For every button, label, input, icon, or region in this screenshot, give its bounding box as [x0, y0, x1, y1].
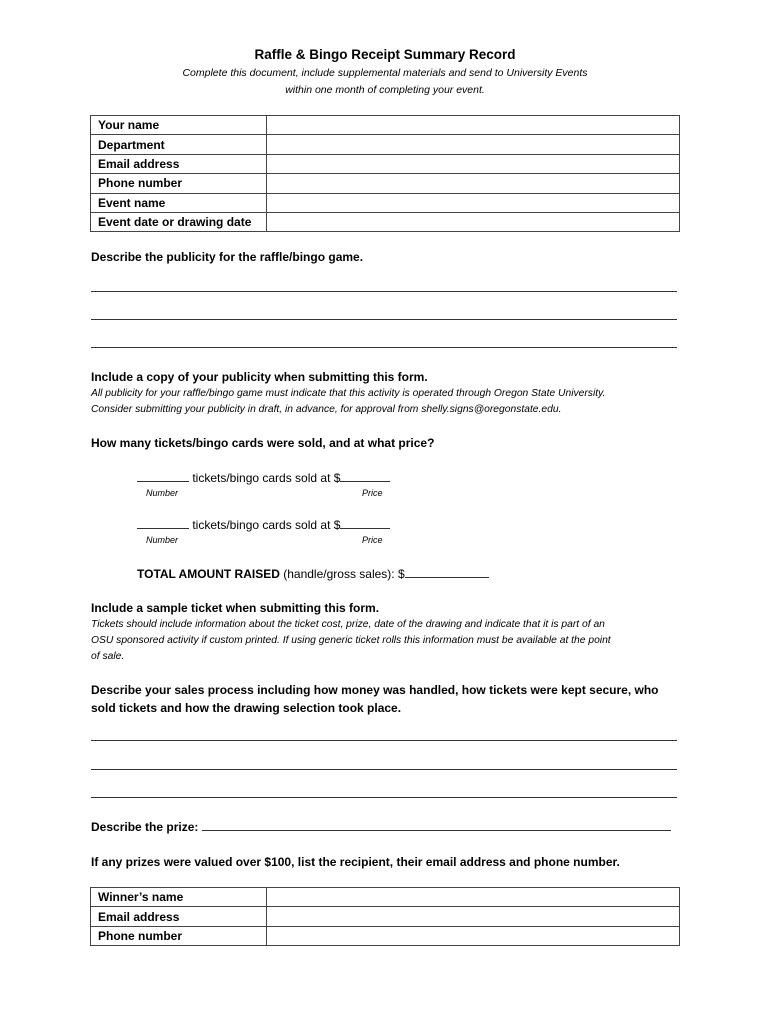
subtitle-line-2: within one month of completing your event.	[285, 84, 485, 96]
label-your-name: Your name	[91, 116, 267, 135]
email-address-field[interactable]	[267, 154, 680, 173]
label-event-name: Event name	[91, 193, 267, 212]
sales-answer-line-3[interactable]	[91, 797, 677, 798]
publicity-note-line-2: Consider submitting your publicity in draft, in advance, for approval from shelly.signs@oregonstate.edu.	[91, 404, 562, 415]
label-department: Department	[91, 135, 267, 154]
sample-note-line-1: Tickets should include information about the ticket cost, prize, date of the drawing and indicate that it is part of an	[91, 619, 605, 630]
total-amount-label: TOTAL AMOUNT RAISED	[137, 567, 280, 581]
winner-name-field[interactable]	[267, 888, 680, 907]
caption-price-2: Price	[362, 535, 383, 545]
sample-note-line-2: OSU sponsored activity if custom printed. If using generic ticket rolls this information must be available at the point	[91, 635, 611, 646]
publicity-answer-line-3[interactable]	[91, 347, 677, 348]
sales-answer-line-2[interactable]	[91, 769, 677, 770]
caption-price-1: Price	[362, 488, 383, 498]
tickets-price-field-1[interactable]	[340, 481, 390, 482]
tickets-row-1	[137, 471, 390, 485]
page-title: Raffle & Bingo Receipt Summary Record	[254, 47, 516, 62]
label-winner-email: Email address	[91, 907, 267, 926]
label-phone-number: Phone number	[91, 174, 267, 193]
label-winner-phone: Phone number	[91, 926, 267, 945]
tickets-row-2-text: tickets/bingo cards sold at $	[192, 518, 341, 532]
sales-answer-line-1[interactable]	[91, 740, 677, 741]
label-winner-name: Winner’s name	[91, 888, 267, 907]
prize-field[interactable]	[202, 830, 671, 831]
winner-email-field[interactable]	[267, 907, 680, 926]
sample-note-line-3: of sale.	[91, 651, 125, 662]
prize-label: Describe the prize:	[91, 820, 199, 834]
tickets-row-2	[137, 518, 390, 532]
department-field[interactable]	[267, 135, 680, 154]
winner-info-table	[90, 887, 680, 946]
total-amount-field[interactable]	[405, 577, 489, 578]
winner-phone-field[interactable]	[267, 926, 680, 945]
label-email-address: Email address	[91, 154, 267, 173]
publicity-question: Describe the publicity for the raffle/bingo game.	[91, 250, 364, 264]
tickets-question: How many tickets/bingo cards were sold, and at what price?	[91, 436, 435, 450]
caption-number-2: Number	[146, 535, 179, 545]
event-date-field[interactable]	[267, 212, 680, 231]
publicity-answer-line-1[interactable]	[91, 291, 677, 292]
tickets-number-field-1[interactable]	[137, 481, 189, 482]
contact-info-table	[90, 115, 680, 232]
publicity-note-line-1: All publicity for your raffle/bingo game must indicate that this activity is operated through Oregon State University.	[91, 388, 606, 399]
tickets-number-field-2[interactable]	[137, 528, 189, 529]
total-amount-suffix: (handle/gross sales): $	[283, 567, 405, 581]
sales-question-line-2: sold tickets and how the drawing selection took place.	[91, 701, 402, 715]
subtitle-line-1: Complete this document, include supplemental materials and send to University Events	[182, 67, 588, 79]
tickets-row-1-text: tickets/bingo cards sold at $	[192, 471, 341, 485]
caption-number-1: Number	[146, 488, 179, 498]
sample-ticket-heading: Include a sample ticket when submitting this form.	[91, 601, 380, 615]
phone-number-field[interactable]	[267, 174, 680, 193]
label-event-date: Event date or drawing date	[91, 212, 267, 231]
event-name-field[interactable]	[267, 193, 680, 212]
tickets-price-field-2[interactable]	[340, 528, 390, 529]
prize-over-100-instruction: If any prizes were valued over $100, list the recipient, their email address and phone number.	[91, 855, 620, 869]
prize-row	[91, 820, 671, 834]
sales-question-line-1: Describe your sales process including how money was handled, how tickets were kept secure, who	[91, 683, 659, 697]
publicity-answer-line-2[interactable]	[91, 319, 677, 320]
your-name-field[interactable]	[267, 116, 680, 135]
total-amount-row	[137, 567, 489, 581]
publicity-copy-heading: Include a copy of your publicity when submitting this form.	[91, 370, 428, 384]
